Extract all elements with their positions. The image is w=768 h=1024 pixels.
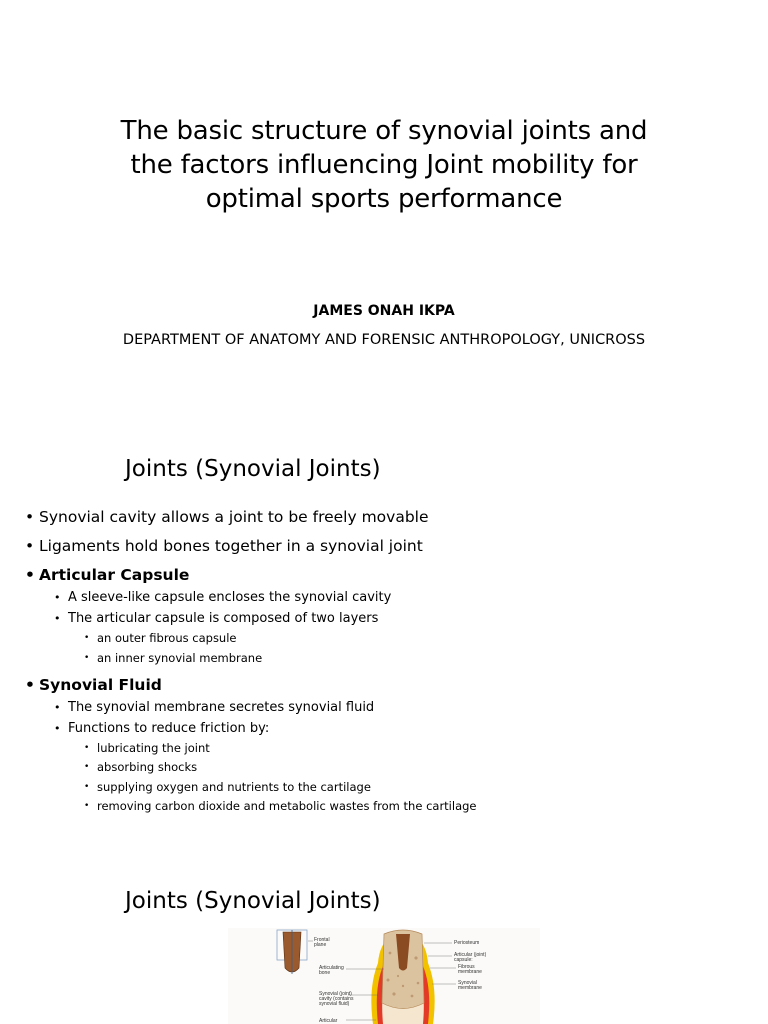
label-synovial-cavity-line-3: synovial fluid) <box>319 1001 350 1007</box>
sub-sub-bullet-item: • lubricating the joint <box>0 741 768 756</box>
title-line-1: The basic structure of synovial joints and <box>120 116 648 146</box>
department-name: DEPARTMENT OF ANATOMY AND FORENSIC ANTHROPOLOGY, UNICROSS <box>122 332 646 348</box>
label-synovial-cavity-line-2: cavity (contains <box>319 996 354 1002</box>
section-title: Joints (Synovial Joints) <box>125 888 381 914</box>
presentation-title <box>60 114 708 216</box>
sub-sub-bullet-item: • absorbing shocks <box>0 760 768 775</box>
bullet-item: • Synovial cavity allows a joint to be freely movable <box>0 507 768 527</box>
label-fibrous-membrane <box>458 964 482 975</box>
label-synovial-cavity-line-1: Synovial (joint) <box>319 991 352 997</box>
label-articular: Articular <box>319 1018 338 1024</box>
label-fibrous-membrane-line-2: membrane <box>458 969 482 975</box>
sub-bullet-item: • Functions to reduce friction by: <box>0 720 768 737</box>
label-fibrous-membrane-line-1: Fibrous <box>458 964 475 970</box>
sub-sub-bullet-item: • supplying oxygen and nutrients to the cartilage <box>0 780 768 795</box>
label-periosteum: Periosteum <box>454 940 480 946</box>
label-articular-capsule-line-2: capsule: <box>454 957 473 963</box>
bullet-item: • Ligaments hold bones together in a synovial joint <box>0 536 768 556</box>
synovial-joint-diagram <box>228 928 540 1024</box>
label-synovial-membrane-line-1: Synovial <box>458 980 477 986</box>
label-frontal-plane-line-2: plane <box>314 942 327 948</box>
label-synovial-cavity <box>319 991 355 1007</box>
label-articulating-bone <box>319 965 345 976</box>
bullet-heading-articular-capsule: • Articular Capsule <box>0 565 768 585</box>
bullet-heading-synovial-fluid: • Synovial Fluid <box>0 675 768 695</box>
title-line-2: the factors influencing Joint mobility for <box>130 150 638 180</box>
joint-illustration <box>371 930 434 1024</box>
bullet-list <box>0 507 768 819</box>
label-frontal-plane <box>314 937 331 948</box>
label-synovial-membrane-line-2: membrane <box>458 985 482 991</box>
sub-bullet-item: • The articular capsule is composed of two layers <box>0 610 768 627</box>
label-articulating-bone-line-2: bone <box>319 970 331 976</box>
author-name: JAMES ONAH IKPA <box>313 303 455 319</box>
title-line-3: optimal sports performance <box>205 184 563 214</box>
sub-bullet-item: • A sleeve-like capsule encloses the synovial cavity <box>0 589 768 606</box>
label-articular-capsule-line-1: Articular (joint) <box>454 952 487 958</box>
label-articulating-bone-line-1: Articulating <box>319 965 344 971</box>
section-title: Joints (Synovial Joints) <box>125 456 381 482</box>
label-articular-capsule <box>454 952 488 963</box>
label-synovial-membrane <box>458 980 482 991</box>
sub-bullet-item: • The synovial membrane secretes synovial fluid <box>0 699 768 716</box>
sub-sub-bullet-item: • an inner synovial membrane <box>0 651 768 666</box>
bone-thumbnail <box>277 930 307 974</box>
sub-sub-bullet-item: • removing carbon dioxide and metabolic wastes from the cartilage <box>0 799 768 814</box>
sub-sub-bullet-item: • an outer fibrous capsule <box>0 631 768 646</box>
label-frontal-plane-line-1: Frontal <box>314 937 330 943</box>
